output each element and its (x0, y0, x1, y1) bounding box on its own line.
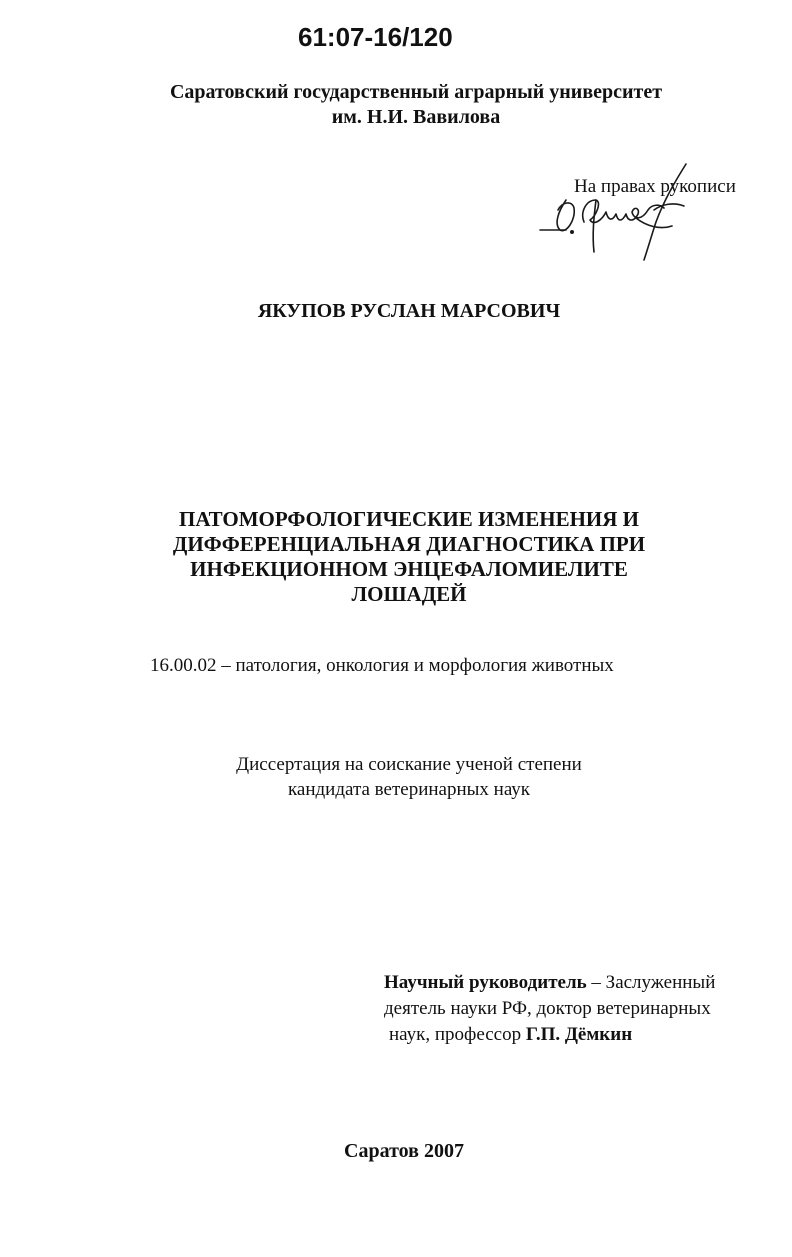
manuscript-note: На правах рукописи (574, 176, 736, 197)
university-line-1: Саратовский государственный аграрный университет (169, 81, 663, 103)
title-line-4: ЛОШАДЕЙ (351, 582, 467, 606)
title-line-2: ДИФФЕРЕНЦИАЛЬНАЯ ДИАГНОСТИКА ПРИ (172, 532, 646, 556)
supervisor-line-3 (384, 1022, 715, 1048)
supervisor-name: Г.П. Дёмкин (525, 1024, 633, 1045)
title-line-1: ПАТОМОРФОЛОГИЧЕСКИЕ ИЗМЕНЕНИЯ И (178, 507, 639, 531)
title-line-3: ИНФЕКЦИОННОМ ЭНЦЕФАЛОМИЕЛИТЕ (190, 557, 628, 581)
supervisor-line-2: деятель науки РФ, доктор ветеринарных (384, 998, 711, 1019)
specialty-code: 16.00.02 – патология, онкология и морфология животных (150, 655, 614, 676)
university-name (0, 80, 792, 130)
supervisor-role-label: Научный руководитель (384, 972, 587, 993)
city-year: Саратов 2007 (344, 1140, 464, 1162)
dissertation-type (0, 752, 792, 802)
author-name: ЯКУПОВ РУСЛАН МАРСОВИЧ (257, 300, 561, 322)
supervisor-line-1 (384, 970, 715, 996)
dissertation-line-2: кандидата ветеринарных наук (287, 779, 531, 800)
supervisor-line-3-prefix: наук, профессор (389, 1024, 526, 1045)
handwritten-signature (536, 160, 696, 265)
dissertation-line-1: Диссертация на соискание ученой степени (236, 754, 582, 775)
supervisor-line-1-rest: – Заслуженный (586, 972, 716, 993)
supervisor-block (384, 970, 715, 1048)
university-line-2: им. Н.И. Вавилова (331, 106, 501, 128)
dissertation-title (0, 507, 792, 607)
catalog-code: 61:07-16/120 (298, 22, 453, 52)
